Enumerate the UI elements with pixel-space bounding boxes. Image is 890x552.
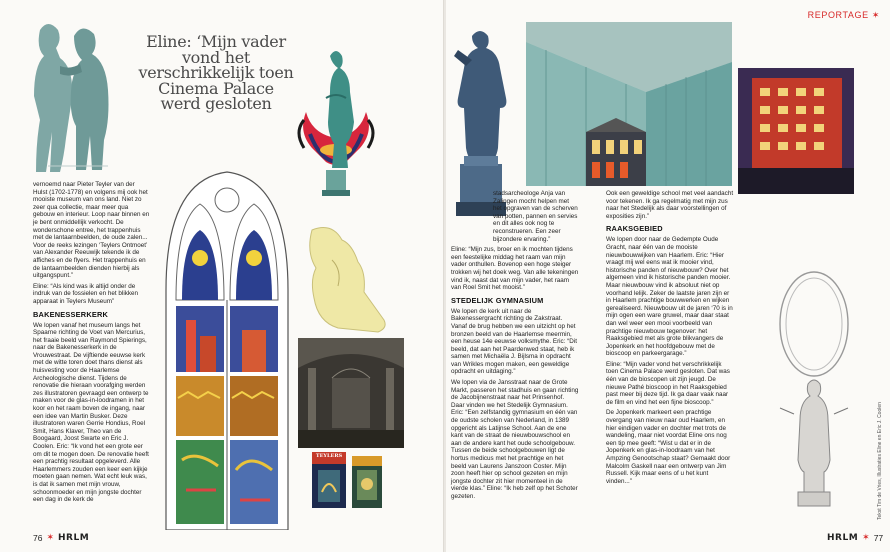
poster-text: TEYLERS	[315, 453, 343, 459]
magazine-brand: HRLM	[58, 532, 90, 543]
modern-building-illustration	[526, 22, 732, 186]
right-page	[446, 0, 890, 552]
paragraph: vernoemd naar Pieter Teyler van der Hulst (1702-1778) en volgens mij ook het mooiste museum van ons land. Niet zo zeer qua collectie, maar meer qua gebouw en interieur. Loop naar binnen en je bent onmiddellijk verkocht. De wonderschone entree, het trappenhuis met de lantaarnbeelden, de oude zalen... Voor de reeks lezingen ‘Teylers Ontmoet’ van Alexander Reeuwijk tekende ik de affiches en de flyers. Het trappenhuis en de lantaarnbeelden dienden hierbij als uitgangspunt.”	[33, 181, 150, 280]
paragraph: Ook een geweldige school met veel aandacht voor tekenen. Ik ga regelmatig met mijn zus naar het Stedelijk als daar voorstellingen of exposities zijn.”	[606, 190, 734, 220]
section-heading: STEDELIJK GYMNASIUM	[451, 295, 544, 305]
star-icon: ✶	[871, 10, 880, 20]
paragraph: We lopen via de Jansstraat naar de Grote Markt, passeren het stadhuis en gaan richting de Jacobijnenstraat naar het Prinsenhof. Daar vinden we het Stedelijk Gymnasium. Eric: “Een zelfstandig gymnasium en één van de oudste scholen van Nederland, in 1389 opgericht als Latijnse School. Aan de ene kant van de straat de nieuwbouwschool en aan de andere kant het oude schoolgebouw. Tussen de beide schoolgebouwen ligt de hortus medicus met het prachtige en het beeld van Laurens Janszoon Coster. Mijn zoon heeft hier op school gezeten en mijn jongste dochter zit hier momenteel in de vierde klas.” Eline: “Ik heb zelf op het Schoter gezeten.	[451, 379, 579, 500]
interior-hall-photo	[298, 338, 404, 448]
right-text-column-1	[451, 190, 579, 504]
magazine-brand: HRLM	[827, 532, 859, 543]
venus-statue-illustration	[296, 42, 376, 202]
section-heading: BAKENESSERKERK	[33, 309, 109, 319]
section-label-text: REPORTAGE	[807, 10, 869, 20]
paragraph: We lopen de kerk uit naar de Bakenessergracht richting de Zakstraat. Vanaf de brug hebben we een uitzicht op het bronzen beeld van de Haarlemse meermin, een heuse 14e eeuwse volksmythe. Eric: “Dit beeld, dat aan het Paardenwed staat, heb ik samen met Michaëla J. Bijlsma in opdracht van Wrikles mogen maken, een geweldige opdracht en uitdaging.”	[451, 307, 577, 376]
left-text-column	[33, 181, 150, 507]
statue-pencil-sketch	[764, 264, 864, 514]
page-number: 77	[873, 532, 884, 543]
paragraph: Eline: “Als kind was ik altijd onder de indruk van de fossielen en het blikken apparaat in Teylers Museum”	[33, 282, 139, 305]
photo-credit	[877, 300, 887, 520]
section-heading: RAAKSGEBIED	[606, 224, 663, 234]
paragraph: Eline: “Mijn zus, broer en ik mochten tijdens een feestelijke middag het raam van mijn vader onthullen. Bovenop een hoge steiger trokken wij het doek weg. Van alle tekeningen vind ik, naast dat van mijn vader, het raam van Roel Smit het mooist.”	[451, 246, 579, 292]
stained-glass-window-illustration	[156, 170, 298, 530]
lion-sculpture-sketch	[292, 220, 402, 340]
folio-left	[33, 532, 89, 543]
paragraph: De Jopenkerk markeert een prachtige overgang van nieuw naar oud Haarlem, en hier eindigen vader en dochter met trots de wandeling, maar niet voordat Eline ons nog een tip mee geeft: “Wist u dat er in de Jopenkerk en glas-in-loodraam van het Ampzing Genootschap staat? Gemaakt door Malcolm Gaskell naar een ontwerp van Jim Russell. Kijk maar eens of u het kunt vinden...”	[606, 409, 731, 485]
folio-right	[827, 532, 883, 543]
photo-credit-text: Tekst Tim de Vries, Illustraties Eline en Eric J. Coolen	[877, 402, 883, 520]
star-icon: ✶	[862, 532, 870, 542]
page-number: 76	[33, 532, 43, 543]
red-building-illustration	[738, 68, 854, 194]
paragraph: Eline: “Mijn vader vond het verschrikkelijk toen Cinema Palace werd gesloten. Dat was één van de bioscopen uit zijn jeugd. De nieuwe Pathé bioscoop in het Raaksgebied past meer bij deze tijd. Ik ga daar vaak naar de film en vind het een fijne bioscoop.”	[606, 360, 730, 406]
paragraph: stadsarcheologe Anja van Zalingen mocht helpen met het opgraven van de scherven van potten, pannen en servies en dit alles ook nog te reconstrueren. Een zeer bijzondere ervaring.”	[493, 190, 578, 243]
teylers-poster-2	[352, 456, 382, 508]
section-label	[808, 10, 880, 21]
paragraph: We lopen vanaf het museum langs het Spaarne richting de Voet van Mercurius, het fraaie beeld van Raymond Spierings, naar de Bakenesserkerk in de Vrouwestraat. De vijftiende eeuwse kerk met de witte toren doet thans dienst als huisvesting voor de Haarlemse Archeologische dienst. Tijdens de renovatie die hieraan voorafging werden zes illustratoren gevraagd een ontwerp te maken voor de glas-in-loodramen in het koor en het raam boven de ingang, naar een idee van Martin Busker. Deze illustratoren waren Gerrie Hondius, Roel Smit, Hans Klaver, Theo van de Boogaard, Joost Swarte en Eric J. Coolen. Eric: “Ik vond het een grote eer om dit te mogen doen. De renovatie heeft een prachtig resultaat opgeleverd. Alle Haarlemmers zouden een keer een kijkje moeten gaan nemen. Wat echt leuk was, is dat ik samen met mijn vrouw, schoonmoeder en mijn jongste dochter een dag in de kerk de	[33, 321, 149, 504]
star-icon: ✶	[46, 532, 55, 542]
left-page	[0, 0, 444, 552]
couple-statue-illustration	[8, 6, 128, 176]
right-text-column-2	[606, 190, 734, 488]
headline: Eline: ‘Mijn vader vond het verschrikkelijk toen Cinema Palace werd gesloten	[138, 32, 294, 113]
teylers-poster-1	[312, 452, 346, 508]
paragraph: We lopen door naar de Gedempte Oude Gracht, naar één van de mooiste nieuwbouwwijken van Haarlem. Eric: “Hier vraagt mij wel eens wat ik mooier vind, historische panden of nieuwbouw? Over het algemeen vind ik historische panden mooier. Maar nieuwbouw vind ik absoluut niet op voorhand lelijk. Zeker de laatste jaren zijn er in Haarlem prachtige bouwwerken en wijken gerealiseerd. Nieuwbouw uit de jaren ‘70 is in mijn ogen een ware gruwel, maar daar staat dan wel weer een mooi voorbeeld van prachtige nieuwbouw tegenover: het Raaksgebied met als grote blikvangers de Jopenkerk en het hoofdgebouw met de bioscoop en parkeergarage.”	[606, 236, 733, 358]
